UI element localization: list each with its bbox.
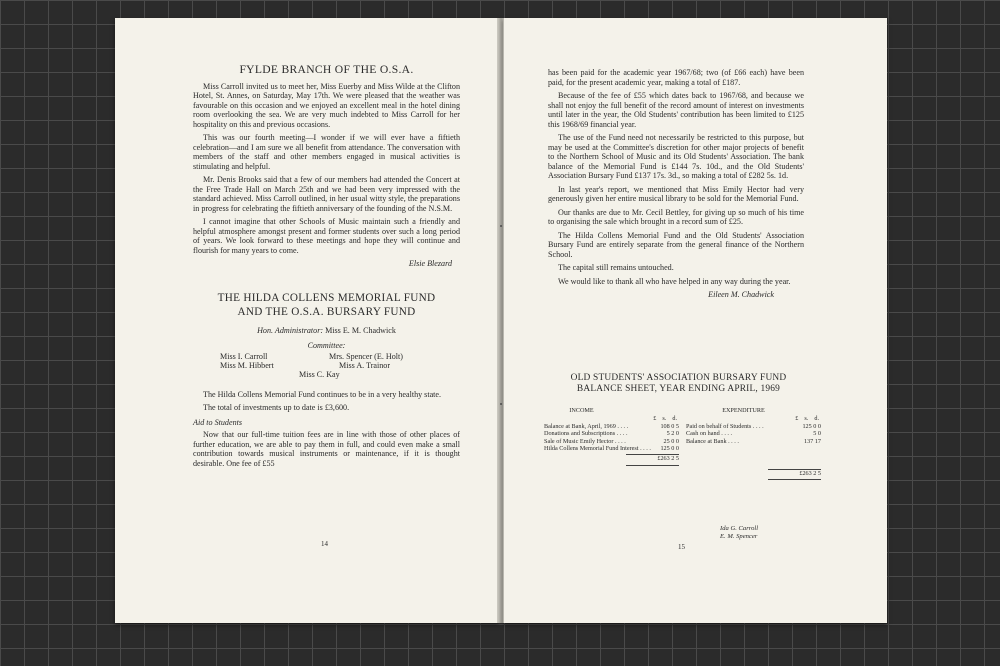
balance-sheet-title: [536, 373, 821, 395]
balance-sheet-title-line-2: BALANCE SHEET, YEAR ENDING APRIL, 1969: [576, 384, 781, 394]
committee-member: Miss I. Carroll: [220, 351, 268, 361]
row-label: Cash on hand . . . .: [686, 430, 733, 438]
signature-elsie-blezard: Elsie Blezard: [408, 259, 452, 268]
fund-title: [193, 291, 460, 319]
balance-sheet-title-line-1: OLD STUDENTS' ASSOCIATION BURSARY FUND: [570, 373, 787, 383]
paragraph: Our thanks are due to Mr. Cecil Bettley, for giving up so much of his time to organising the sale which brought in a record sum of £25.: [548, 207, 804, 226]
paragraph: I cannot imagine that other Schools of Music maintain such a friendly and helpful atmosphere amongst present and former students over such a long period of years. We look forward to these meetings and hope they will continue and flourish for many years to come.: [193, 217, 460, 255]
income-row: [544, 423, 679, 430]
expenditure-heading: EXPENDITURE: [722, 407, 765, 414]
total-rule: [768, 479, 821, 480]
open-booklet: [115, 18, 890, 630]
income-row: [544, 430, 679, 437]
row-label: Balance at Bank . . . .: [686, 437, 739, 445]
row-amount: 5 2 0: [666, 430, 679, 438]
paragraph: Mr. Denis Brooks said that a few of our members had attended the Concert at the Free Trade Hall on March 25th and we had been very impressed with the standard achieved. Miss Carroll outlined, in her usual witty style, the preparations in progress for celebrating the fiftieth anniversary of the founding of the N.S.M.: [193, 175, 460, 213]
row-amount: 108 0 5: [660, 422, 679, 430]
paragraph: The Hilda Collens Memorial Fund continues to be in a very healthy state.: [203, 389, 442, 399]
paragraph: Miss Carroll invited us to meet her, Miss Euerby and Miss Wilde at the Clifton Hotel, St. Annes, on Saturday, May 17th. We were pleased that the weather was favourable on this occasion and we enjoyed an excellent meal in the hotel dining room overlooking the sea. We are very much indebted to Miss Carroll for her hospitality on this and previous occasions.: [193, 81, 460, 129]
paragraph: has been paid for the academic year 1967/68; two (of £66 each) have been paid, for the present academic year, making a total of £187.: [548, 68, 804, 87]
income-total: £263 2 5: [657, 455, 679, 463]
paragraph: The Hilda Collens Memorial Fund and the Old Students' Association Bursary Fund are entirely separate from the general finance of the Northern School.: [548, 230, 804, 259]
paragraph: The capital still remains untouched.: [558, 263, 674, 272]
lsd-header: [544, 415, 679, 422]
page-number: 14: [321, 540, 328, 548]
administrator-line: [193, 326, 460, 336]
staple: [500, 403, 502, 405]
paragraph: This was our fourth meeting—I wonder if we will ever have a fiftieth celebration—and I am sure we all benefit from attendance. The conversation with members of the staff and other members engaged in musical activities is stimulating and helpful.: [193, 133, 460, 171]
paragraph: We would like to thank all who have helped in any way during the year.: [558, 276, 791, 286]
lsd-header: [686, 415, 821, 422]
row-label: Sale of Music Emily Hector . . . .: [544, 437, 626, 445]
committee-member: Miss C. Kay: [299, 369, 340, 379]
paragraph: The total of investments up to date is £3,600.: [203, 403, 350, 412]
paragraph: Because of the fee of £55 which dates back to 1967/68, and because we shall not enjoy the full benefit of the record amount of interest on investments until later in the year, the Old Students' contribution has been limited to £125 this 1968/69 financial year.: [548, 91, 804, 129]
administrator-label: Hon. Administrator:: [257, 325, 324, 335]
aid-to-students-heading: Aid to Students: [193, 417, 243, 427]
paragraph: In last year's report, we mentioned that Miss Emily Hector had very generously given her entire musical library to be sold for the Memorial Fund.: [548, 184, 804, 203]
left-page: [115, 18, 499, 623]
committee-member: Mrs. Spencer (E. Holt): [329, 351, 403, 361]
total-rule: [626, 465, 679, 466]
income-row: [544, 438, 679, 445]
signature-eileen-chadwick: Eileen M. Chadwick: [708, 290, 774, 299]
balance-sheet-signers: [720, 525, 758, 541]
row-label: Balance at Bank, April, 1969 . . . .: [544, 422, 629, 430]
fylde-branch-title: FYLDE BRANCH OF THE O.S.A.: [239, 63, 414, 76]
expenditure-row: [686, 423, 821, 430]
balance-sheet: [536, 373, 821, 540]
signer: Ida G. Carroll: [720, 525, 759, 532]
right-page: [503, 18, 887, 623]
shillings-header: s.: [662, 415, 667, 423]
pence-header: d.: [814, 415, 819, 423]
income-row: [544, 445, 679, 452]
row-amount: 125 0 0: [660, 445, 679, 453]
paragraph: Now that our full-time tuition fees are in line with those of other places of further education, we are able to pay them in full, and could even make a small contribution towards musical instruments or maintenance, if it is thought desirable. One fee of £55: [193, 430, 460, 468]
staple: [500, 225, 502, 227]
signer: E. M. Spencer: [720, 533, 758, 540]
left-page-content: [193, 65, 460, 472]
expenditure-row: [686, 438, 821, 445]
row-amount: 125 0 0: [802, 422, 821, 430]
fund-title-line-1: THE HILDA COLLENS MEMORIAL FUND: [217, 291, 436, 304]
income-column: [544, 407, 679, 466]
pence-header: d.: [672, 415, 677, 423]
expenditure-row: [686, 430, 821, 437]
row-label: Hilda Collens Memorial Fund Interest . . . .: [544, 445, 651, 453]
row-amount: 5 0: [813, 430, 821, 438]
right-page-content: [548, 68, 804, 300]
paragraph: The use of the Fund need not necessarily be restricted to this purpose, but may be used at the Committee's discretion for other major projects of benefit to the Northern School of Music and its Old Students' Association. The bank balance of the Memorial Fund is £144 7s. 10d., and the Old Students' Association Bursary Fund £137 17s. 3d., so making a total of £282 5s. 1d.: [548, 133, 804, 180]
committee-list: [193, 352, 460, 390]
committee-label: Committee:: [307, 341, 346, 350]
row-label: Donations and Subscriptions . . . .: [544, 430, 628, 438]
committee-member: Miss M. Hibbert: [220, 360, 274, 370]
row-label: Paid on behalf of Students . . . .: [686, 422, 764, 430]
row-amount: 137 17: [803, 437, 821, 445]
fund-title-line-2: AND THE O.S.A. BURSARY FUND: [237, 305, 416, 318]
row-amount: 25 0 0: [663, 437, 679, 445]
shillings-header: s.: [804, 415, 809, 423]
committee-member: Miss A. Trainor: [339, 360, 391, 370]
administrator-name: Miss E. M. Chadwick: [325, 325, 396, 335]
income-heading: INCOME: [569, 407, 594, 414]
expenditure-total: £263 2 5: [799, 470, 821, 478]
pounds-header: £: [795, 415, 799, 423]
expenditure-column: [686, 407, 821, 480]
page-number: 15: [678, 543, 685, 551]
pounds-header: £: [653, 415, 657, 423]
